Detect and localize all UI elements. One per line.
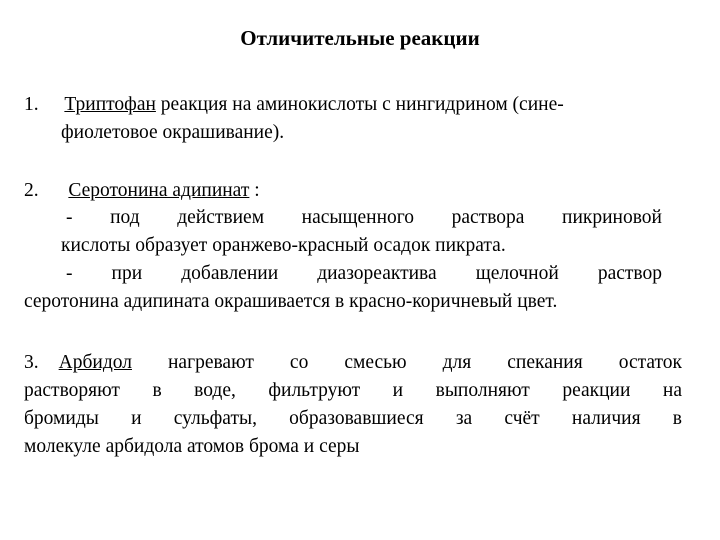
item-3-name: Арбидол [58,352,132,373]
item-1-first-line [24,92,564,118]
item-2-name: Серотонина адипинат [68,180,250,201]
item-2-number: 2. [24,180,39,201]
item-2-line-1: - под действием насыщенного раствора пикриновой [66,207,662,228]
item-1-name: Триптофан [64,94,156,115]
item-2-line-3: - при добавлении диазореактива щелочной раствор [66,263,662,284]
item-3-line-4: молекуле арбидола атомов брома и серы [24,436,360,457]
item-2-line-2: кислоты образует оранжево-красный осадок пикрата. [61,235,506,256]
item-2-name-suffix: : [249,180,260,201]
item-1-number: 1. [24,94,39,115]
item-3-line-2: растворяют в воде, фильтруют и выполняют реакции на [24,380,682,401]
item-1-line-2: фиолетовое окрашивание). [61,122,285,143]
item-3-line-3: бромиды и сульфаты, образовавшиеся за счёт наличия в [24,408,682,429]
item-3-line-1-rest: нагревают со смесью для спекания остаток [131,352,682,373]
page-title: Отличительные реакции [240,26,480,50]
item-3-first-line [24,350,682,376]
item-2-line-4: серотонина адипината окрашивается в красно-коричневый цвет. [24,291,558,312]
item-2-first-line [24,178,260,204]
item-1-line-1-rest: реакция на аминокислоты с нингидрином (сине- [155,94,564,115]
item-3-number: 3. [24,352,39,373]
